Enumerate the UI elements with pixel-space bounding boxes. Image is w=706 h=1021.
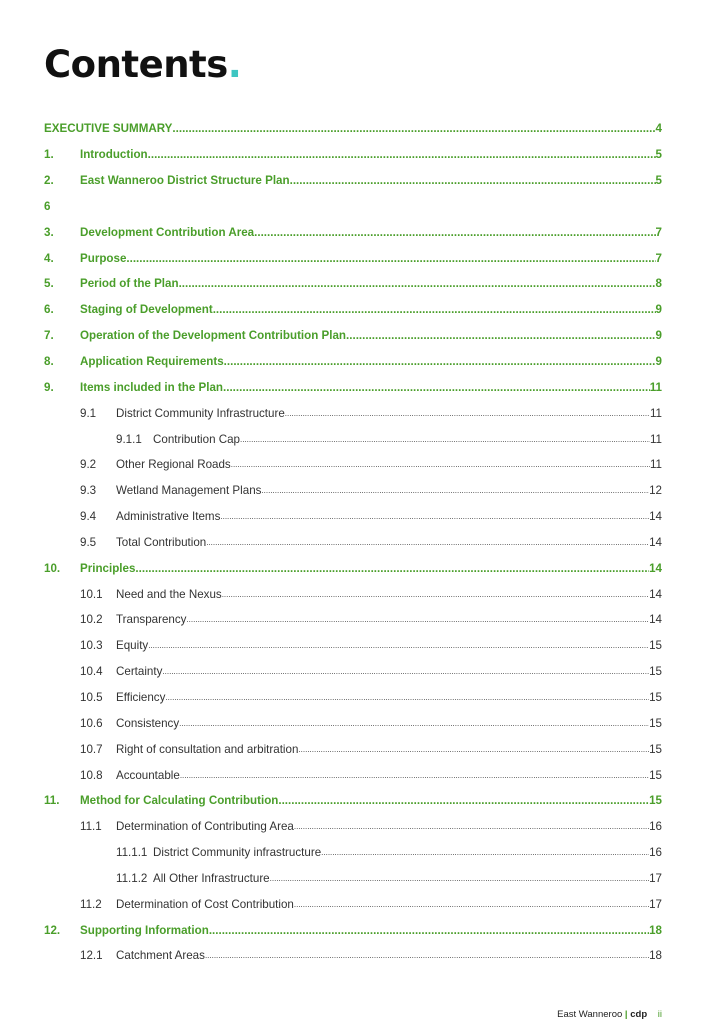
toc-entry-title: Supporting Information	[80, 923, 209, 937]
toc-entry-title: Total Contribution	[116, 535, 207, 549]
toc-entry[interactable]	[0, 581, 706, 607]
toc-dot-leader	[148, 641, 649, 650]
toc-dot-leader	[224, 355, 656, 368]
toc-entry-number: 3.	[44, 225, 54, 239]
toc-entry-number: 2.	[44, 174, 54, 188]
toc-entry-line	[116, 607, 662, 633]
toc-entry-line	[116, 891, 662, 917]
toc-entry-page: 15	[649, 665, 662, 679]
toc-entry-line	[116, 400, 662, 426]
footer-page-number: ii	[657, 1009, 662, 1020]
toc-entry-page: 4	[655, 122, 662, 136]
toc-entry[interactable]	[0, 194, 706, 220]
title-accent-dot: .	[227, 43, 242, 86]
toc-entry-title: Right of consultation and arbitration	[116, 742, 299, 756]
toc-entry[interactable]	[0, 788, 706, 814]
toc-entry[interactable]	[0, 607, 706, 633]
toc-entry-title: Application Requirements	[80, 355, 224, 369]
toc-entry[interactable]	[0, 400, 706, 426]
toc-entry[interactable]	[0, 891, 706, 917]
toc-entry-number: 1.	[44, 148, 54, 162]
toc-entry-number: 11.1	[80, 820, 102, 834]
toc-entry-page: 9	[655, 303, 662, 317]
toc-dot-leader	[186, 615, 649, 624]
toc-entry-line	[80, 374, 662, 400]
toc-dot-leader	[240, 435, 650, 444]
toc-entry[interactable]	[0, 504, 706, 530]
toc-entry-line	[80, 788, 662, 814]
toc-entry-title: District Community infrastructure	[153, 846, 322, 860]
toc-entry-title: Catchment Areas	[116, 949, 205, 963]
toc-entry[interactable]	[0, 943, 706, 969]
toc-entry-page: 5	[655, 148, 662, 162]
toc-entry-number: 9.5	[80, 535, 97, 549]
toc-entry-title: Other Regional Roads	[116, 458, 231, 472]
toc-dot-leader	[205, 951, 649, 960]
toc-entry-title: Equity	[116, 639, 149, 653]
toc-entry[interactable]	[0, 685, 706, 711]
toc-entry-title: Operation of the Development Contribution Plan	[80, 329, 347, 343]
toc-entry[interactable]	[0, 478, 706, 504]
toc-entry-page: 15	[649, 768, 662, 782]
toc-entry-line	[153, 426, 662, 452]
toc-entry-page: 17	[649, 897, 662, 911]
toc-entry-page: 12	[649, 484, 662, 498]
toc-entry-number: 9.1	[80, 406, 97, 420]
toc-dot-leader	[206, 538, 649, 547]
toc-dot-leader	[180, 771, 649, 780]
toc-entry[interactable]	[0, 142, 706, 168]
toc-entry-line	[116, 814, 662, 840]
toc-entry-page: 14	[649, 561, 662, 575]
toc-entry[interactable]	[0, 168, 706, 194]
toc-dot-leader	[222, 590, 649, 599]
toc-entry-line	[116, 452, 662, 478]
toc-entry-title: Need and the Nexus	[116, 587, 222, 601]
toc-entry-title: Certainty	[116, 665, 163, 679]
toc-dot-leader	[278, 794, 649, 807]
toc-dot-leader	[223, 381, 650, 394]
toc-entry-number: 12.1	[80, 949, 103, 963]
toc-dot-leader	[294, 900, 649, 909]
toc-entry-line	[116, 504, 662, 530]
toc-dot-leader	[254, 226, 655, 239]
toc-entry-line	[44, 116, 662, 142]
footer-separator: |	[624, 1009, 628, 1020]
toc-entry-number: 10.1	[80, 587, 103, 601]
toc-entry-page: 7	[655, 251, 662, 265]
toc-entry[interactable]	[0, 271, 706, 297]
toc-entry-line	[80, 297, 662, 323]
toc-entry[interactable]	[0, 426, 706, 452]
toc-entry-line	[153, 840, 662, 866]
toc-entry[interactable]	[0, 762, 706, 788]
toc-entry-title: Wetland Management Plans	[116, 484, 262, 498]
page-title: Contents.	[44, 43, 242, 86]
toc-entry-page: 18	[649, 923, 662, 937]
toc-entry-title: Staging of Development	[80, 303, 213, 317]
toc-entry-page: 16	[649, 820, 662, 834]
toc-entry[interactable]	[0, 710, 706, 736]
page-footer	[557, 1009, 662, 1020]
toc-dot-leader	[162, 667, 649, 676]
toc-entry-number: 10.6	[80, 716, 103, 730]
toc-entry-page: 5	[655, 174, 662, 188]
toc-entry[interactable]	[0, 814, 706, 840]
toc-entry-title: Development Contribution Area	[80, 225, 255, 239]
toc-entry-page: 15	[649, 690, 662, 704]
toc-entry-page: 16	[649, 846, 662, 860]
toc-entry-line	[116, 581, 662, 607]
toc-dot-leader	[231, 460, 650, 469]
toc-entry-page: 18	[649, 949, 662, 963]
toc-dot-leader	[179, 719, 649, 728]
toc-entry-number: 6	[44, 199, 51, 213]
toc-entry-page: 7	[655, 225, 662, 239]
toc-entry-line	[80, 349, 662, 375]
toc-entry-line	[116, 530, 662, 556]
toc-entry-number: 4.	[44, 251, 54, 265]
toc-entry-line	[116, 633, 662, 659]
toc-dot-leader	[220, 512, 649, 521]
toc-entry-page: 11	[649, 406, 662, 420]
toc-entry-page: 9	[655, 329, 662, 343]
toc-dot-leader	[135, 562, 649, 575]
toc-entry-line	[80, 168, 662, 194]
toc-entry-number: 11.	[44, 794, 60, 808]
toc-entry-number: 9.	[44, 380, 54, 394]
toc-entry-title: Method for Calculating Contribution	[80, 794, 279, 808]
toc-entry-number: 9.2	[80, 458, 97, 472]
toc-dot-leader	[285, 409, 650, 418]
toc-entry-line	[80, 219, 662, 245]
toc-entry-page: 11	[649, 432, 662, 446]
toc-entry-title: Items included in the Plan	[80, 380, 224, 394]
toc-dot-leader	[209, 924, 649, 937]
toc-entry-line	[153, 865, 662, 891]
toc-dot-leader	[270, 874, 649, 883]
toc-entry[interactable]	[0, 116, 706, 142]
toc-entry-line	[116, 736, 662, 762]
toc-dot-leader	[172, 122, 655, 135]
toc-entry-number: 10.5	[80, 690, 103, 704]
footer-document-name: East Wanneroo	[557, 1009, 623, 1020]
toc-entry-page: 15	[649, 639, 662, 653]
toc-entry-number: 12.	[44, 923, 61, 937]
toc-dot-leader	[126, 252, 655, 265]
toc-entry-title: EXECUTIVE SUMMARY	[44, 122, 173, 136]
toc-entry[interactable]	[0, 736, 706, 762]
toc-dot-leader	[148, 148, 656, 161]
toc-entry-line	[116, 762, 662, 788]
toc-dot-leader	[290, 174, 656, 187]
toc-dot-leader	[294, 822, 649, 831]
toc-entry[interactable]	[0, 219, 706, 245]
toc-dot-leader	[165, 693, 649, 702]
toc-entry[interactable]	[0, 659, 706, 685]
toc-entry-title: Principles	[80, 561, 136, 575]
toc-entry-number: 10.8	[80, 768, 103, 782]
toc-entry-title: District Community Infrastructure	[116, 406, 285, 420]
toc-entry-page: 17	[649, 871, 662, 885]
toc-entry[interactable]	[0, 374, 706, 400]
toc-entry-page: 15	[649, 716, 662, 730]
toc-entry-line	[80, 555, 662, 581]
toc-entry-line	[80, 323, 662, 349]
toc-entry-number: 11.1.1	[116, 846, 148, 860]
toc-entry-page: 8	[655, 277, 662, 291]
toc-dot-leader	[213, 303, 656, 316]
toc-entry-page: 14	[649, 510, 662, 524]
toc-entry[interactable]	[0, 323, 706, 349]
toc-entry-title: East Wanneroo District Structure Plan	[80, 174, 290, 188]
toc-dot-leader	[298, 745, 649, 754]
toc-entry-title: Consistency	[116, 716, 180, 730]
toc-entry-line	[116, 659, 662, 685]
toc-entry[interactable]	[0, 297, 706, 323]
toc-entry-number: 9.4	[80, 510, 97, 524]
toc-entry-title: Administrative Items	[116, 510, 221, 524]
toc-entry-number: 5.	[44, 277, 54, 291]
toc-entry-number: 9.3	[80, 484, 97, 498]
toc-entry-title: Efficiency	[116, 690, 166, 704]
toc-entry[interactable]	[0, 633, 706, 659]
toc-dot-leader	[321, 848, 649, 857]
toc-entry[interactable]	[0, 865, 706, 891]
toc-entry-line	[80, 245, 662, 271]
toc-entry-line	[116, 478, 662, 504]
toc-entry-number: 7.	[44, 329, 54, 343]
toc-entry-page: 11	[649, 458, 662, 472]
toc-entry-title: Introduction	[80, 148, 148, 162]
toc-entry-number: 6.	[44, 303, 54, 317]
toc-entry-title: Purpose	[80, 251, 127, 265]
toc-entry-title: Period of the Plan	[80, 277, 179, 291]
toc-entry-title: All Other Infrastructure	[153, 871, 270, 885]
toc-entry[interactable]	[0, 555, 706, 581]
toc-entry-number: 10.3	[80, 639, 103, 653]
toc-entry-number: 11.2	[80, 897, 102, 911]
toc-entry-number: 10.	[44, 561, 61, 575]
toc-entry[interactable]	[0, 917, 706, 943]
toc-entry-number: 10.2	[80, 613, 103, 627]
toc-entry-number: 8.	[44, 355, 54, 369]
toc-entry-page: 15	[649, 794, 662, 808]
toc-dot-leader	[261, 486, 649, 495]
toc-entry-page: 11	[649, 380, 662, 394]
toc-entry[interactable]	[0, 245, 706, 271]
toc-entry-number: 9.1.1	[116, 432, 142, 446]
toc-entry-line	[80, 271, 662, 297]
toc-entry-title: Accountable	[116, 768, 180, 782]
toc-entry[interactable]	[0, 349, 706, 375]
table-of-contents	[0, 116, 706, 969]
toc-entry-line	[116, 943, 662, 969]
toc-entry[interactable]	[0, 530, 706, 556]
toc-entry-page: 14	[649, 587, 662, 601]
toc-entry-line	[116, 710, 662, 736]
toc-dot-leader	[179, 277, 656, 290]
toc-entry-title: Determination of Contributing Area	[116, 820, 294, 834]
toc-entry[interactable]	[0, 840, 706, 866]
toc-entry-line	[80, 142, 662, 168]
toc-entry[interactable]	[0, 452, 706, 478]
toc-entry-page: 14	[649, 535, 662, 549]
toc-entry-number: 11.1.2	[116, 871, 148, 885]
toc-dot-leader	[346, 329, 656, 342]
footer-brand: cdp	[630, 1009, 648, 1020]
toc-entry-title: Contribution Cap	[153, 432, 241, 446]
toc-entry-page: 14	[649, 613, 662, 627]
toc-entry-line	[80, 917, 662, 943]
toc-entry-number: 10.4	[80, 665, 103, 679]
toc-entry-title: Determination of Cost Contribution	[116, 897, 294, 911]
toc-entry-page: 15	[649, 742, 662, 756]
toc-entry-title: Transparency	[116, 613, 187, 627]
toc-entry-line	[116, 685, 662, 711]
toc-entry-page: 9	[655, 355, 662, 369]
toc-entry-number: 10.7	[80, 742, 103, 756]
